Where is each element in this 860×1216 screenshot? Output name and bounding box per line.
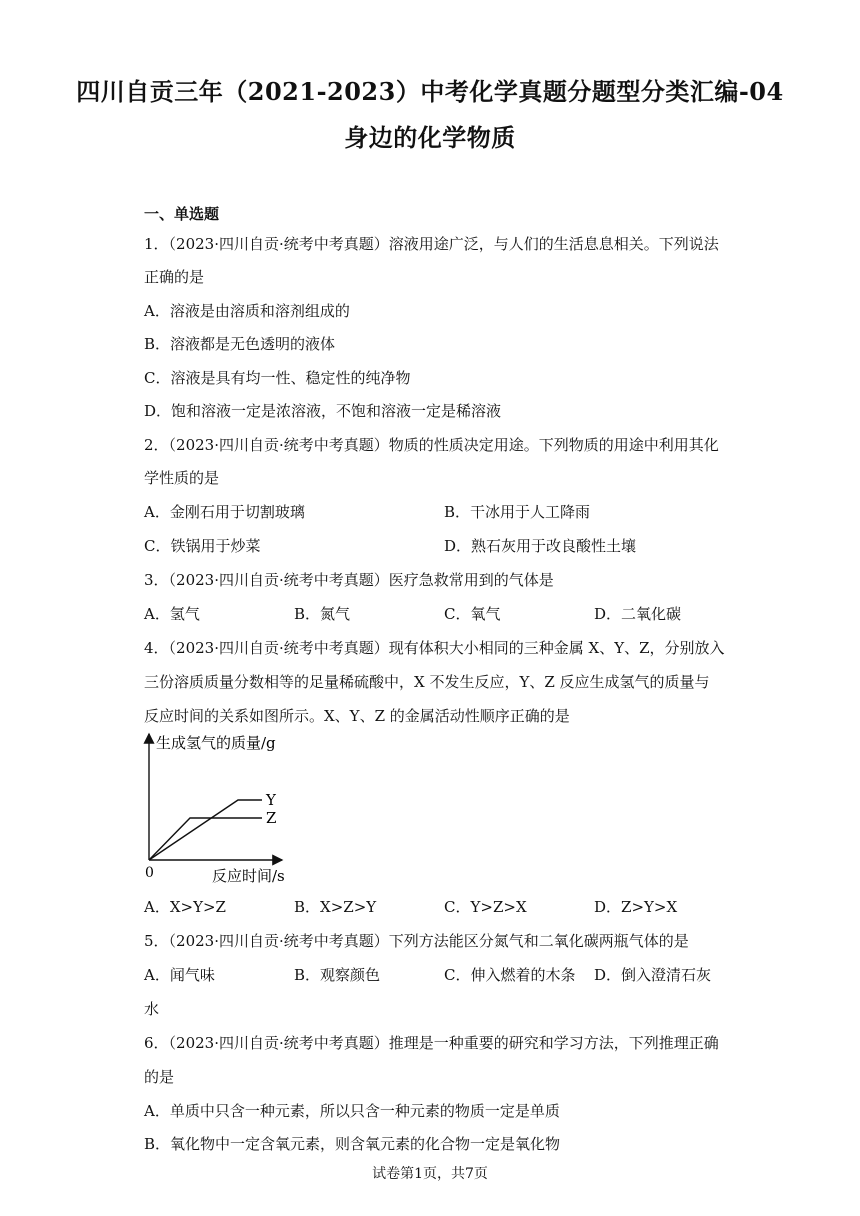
question-5-option-d-continuation: 水	[144, 1000, 160, 1018]
question-4-stem: 反应时间的关系如图所示。X、Y、Z 的金属活动性顺序正确的是	[144, 707, 570, 725]
question-6-option-a: A．单质中只含一种元素，所以只含一种元素的物质一定是单质	[144, 1102, 560, 1120]
question-6-option-b: B．氧化物中一定含氧元素，则含氧元素的化合物一定是氧化物	[144, 1135, 561, 1153]
question-4-option-c: C．Y>Z>X	[444, 898, 527, 916]
question-3-option-a: A．氢气	[144, 605, 200, 623]
question-3-option-c: C．氧气	[444, 605, 501, 623]
series-label-y: Y	[266, 791, 276, 809]
question-5-option-c: C．伸入燃着的木条	[444, 966, 576, 984]
curve-y	[149, 800, 262, 860]
question-1-stem: 1．（2023·四川自贡·统考中考真题）溶液用途广泛，与人们的生活息息相关。下列说法	[144, 235, 719, 253]
question-2-stem: 学性质的是	[144, 469, 220, 487]
question-1-option-c: C．溶液是具有均一性、稳定性的纯净物	[144, 369, 411, 387]
question-1-stem: 正确的是	[144, 268, 205, 286]
question-3-option-d: D．二氧化碳	[594, 605, 682, 623]
question-4-stem: 三份溶质质量分数相等的足量稀硫酸中，X 不发生反应，Y、Z 反应生成氢气的质量与	[144, 673, 710, 691]
question-2-option-c: C．铁锅用于炒菜	[144, 537, 261, 555]
question-3-stem: 3．（2023·四川自贡·统考中考真题）医疗急救常用到的气体是	[144, 571, 554, 589]
question-5-stem: 5．（2023·四川自贡·统考中考真题）下列方法能区分氮气和二氧化碳两瓶气体的是	[144, 932, 689, 950]
question-1-option-b: B．溶液都是无色透明的液体	[144, 335, 336, 353]
series-label-z: Z	[266, 809, 277, 827]
question-2-option-b: B．干冰用于人工降雨	[444, 503, 591, 521]
page-footer: 试卷第1页，共7页	[372, 1166, 488, 1182]
question-4-option-d: D．Z>Y>X	[594, 898, 678, 916]
question-2-option-a: A．金刚石用于切割玻璃	[144, 503, 305, 521]
question-2-stem: 2．（2023·四川自贡·统考中考真题）物质的性质决定用途。下列物质的用途中利用其化	[144, 436, 719, 454]
question-2-option-d: D．熟石灰用于改良酸性土壤	[444, 537, 637, 555]
question-5-option-a: A．闻气味	[144, 966, 215, 984]
question-6-stem: 6．（2023·四川自贡·统考中考真题）推理是一种重要的研究和学习方法，下列推理正确	[144, 1034, 719, 1052]
question-1-option-d: D．饱和溶液一定是浓溶液，不饱和溶液一定是稀溶液	[144, 402, 502, 420]
question-1-option-a: A．溶液是由溶质和溶剂组成的	[144, 302, 350, 320]
question-5-option-d: D．倒入澄清石灰	[594, 966, 712, 984]
question-4-stem: 4．（2023·四川自贡·统考中考真题）现有体积大小相同的三种金属 X、Y、Z，分别放入	[144, 639, 725, 657]
question-4-option-b: B．X>Z>Y	[294, 898, 377, 916]
question-4-option-a: A．X>Y>Z	[144, 898, 226, 916]
question-5-option-b: B．观察颜色	[294, 966, 381, 984]
x-axis-label: 反应时间/s	[212, 867, 285, 885]
question-6-stem: 的是	[144, 1068, 175, 1086]
y-axis-label: 生成氢气的质量/g	[156, 734, 276, 752]
doc-title-line2: 身边的化学物质	[344, 123, 516, 152]
hydrogen-mass-graph	[140, 728, 300, 890]
doc-title-line1: 四川自贡三年（2021-2023）中考化学真题分题型分类汇编-04	[76, 77, 784, 106]
curve-z	[149, 818, 262, 860]
section-heading: 一、单选题	[144, 205, 220, 223]
question-3-option-b: B．氮气	[294, 605, 351, 623]
origin-label: 0	[145, 865, 154, 881]
